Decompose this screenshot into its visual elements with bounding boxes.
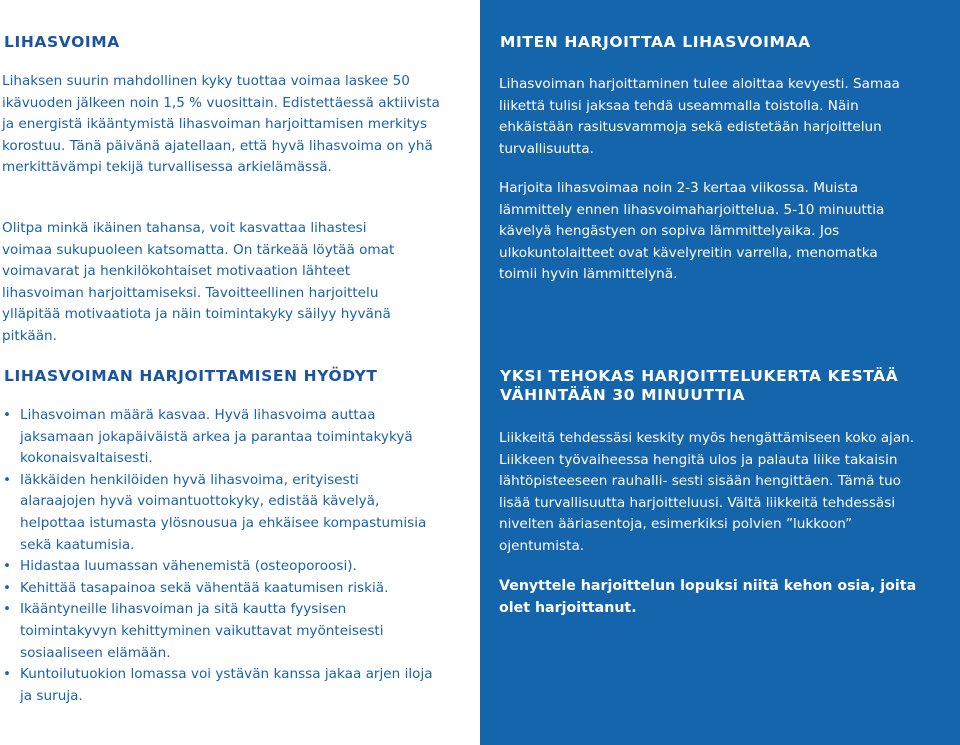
right-column	[480, 0, 960, 745]
bullet-text: Lihasvoiman määrä kasvaa. Hyvä lihasvoima auttaa jaksamaan jokapäiväistä arkea ja parantaa toimintakykyä kokonaisvaltaisesti.	[20, 407, 413, 467]
list-item	[0, 556, 438, 578]
section-heading-benefits: LIHASVOIMAN HARJOITTAMISEN HYÖDYT	[4, 367, 378, 385]
bullet-text: Kuntoilutuokion lomassa voi ystävän kanssa jakaa arjen iloja ja suruja.	[20, 666, 433, 704]
list-item	[0, 664, 438, 707]
bullet-icon: •	[3, 407, 12, 423]
list-item	[0, 470, 438, 556]
bullet-text: Hidastaa luumassan vähenemistä (osteoporoosi).	[20, 558, 357, 575]
paragraph-stretching: Venyttele harjoittelun lopuksi niitä kehon osia, joita olet harjoittanut.	[499, 578, 917, 616]
bullet-icon: •	[3, 601, 12, 618]
paragraph-start-lightly: Lihasvoiman harjoittaminen tulee aloittaa kevyesti. Samaa liikettä tulisi jaksaa tehdä useammalla toistolla. Näin ehkäistään rasitusvammoja sekä edistetään harjoittelun turvallisuutta.	[499, 76, 900, 157]
bullet-text: Kehittää tasapainoa sekä vähentää kaatumisen riskiä.	[20, 579, 389, 596]
bullet-icon: •	[3, 666, 12, 683]
list-item	[0, 578, 438, 600]
paragraph-breathing: Liikkeitä tehdessäsi keskity myös hengättämiseen koko ajan. Liikkeen työvaiheessa hengitä ulos ja palauta liike takaisin lähtöpisteeseen rauhalli- sesti sisään hengittäen. Tämä tuo lisää turvallisuutta harjoitteluusi. Vältä liikkeitä tehdessäsi nivelten ääriasentoja, esimerkiksi polvien ”lukkoon” ojentumista.	[499, 430, 915, 554]
paragraph-intro: Lihaksen suurin mahdollinen kyky tuottaa voimaa laskee 50 ikävuoden jälkeen noin 1,5 % vuosittain. Edistettäessä aktiivista ja energistä ikääntymistä lihasvoiman harjoittamisen merkitys korostuu. Tänä päivänä ajatellaan, että hyvä lihasvoima on yhä merkittävämpi tekijä turvallisessa arkielämässä.	[2, 73, 440, 176]
list-item	[0, 599, 438, 664]
section-heading-how-to-train: MITEN HARJOITTAA LIHASVOIMAA	[500, 33, 811, 51]
section-heading-session-length: YKSI TEHOKAS HARJOITTELUKERTA KESTÄÄ VÄHINTÄÄN 30 MINUUTTIA	[500, 367, 899, 404]
benefits-list	[0, 405, 438, 707]
section-heading-lihasvoima: LIHASVOIMA	[4, 33, 120, 51]
bullet-icon: •	[3, 471, 12, 488]
list-item	[0, 405, 438, 470]
bullet-icon: •	[3, 579, 12, 596]
bullet-text: Ikääntyneille lihasvoiman ja sitä kautta fyysisen toimintakyvyn kehittyminen vaikuttavat myönteisesti sosiaaliseen elämään.	[20, 601, 384, 661]
paragraph-motivation: Olitpa minkä ikäinen tahansa, voit kasvattaa lihastesi voimaa sukupuoleen katsomatta. On tärkeää löytää omat voimavarat ja henkilökohtaiset motivaation lähteet lihasvoiman harjoittamiseksi. Tavoitteellinen harjoittelu ylläpitää motivaatiota ja näin toimintakyky säilyy hyvänä pitkään.	[2, 220, 395, 344]
paragraph-frequency: Harjoita lihasvoimaa noin 2-3 kertaa viikossa. Muista lämmittely ennen lihasvoimaharjoittelua. 5-10 minuuttia kävelyä hengästyen on sopiva lämmittelyaika. Jos ulkokuntolaitteet ovat kävelyreitin varrella, menomatka toimii hyvin lämmittelynä.	[499, 180, 885, 283]
bullet-text: Iäkkäiden henkilöiden hyvä lihasvoima, erityisesti alaraajojen hyvä voimantuottokyky, edistää kävelyä, helpottaa istumasta ylösnousua ja ehkäisee kompastumisia sekä kaatumisia.	[20, 471, 427, 553]
bullet-icon: •	[3, 558, 12, 575]
